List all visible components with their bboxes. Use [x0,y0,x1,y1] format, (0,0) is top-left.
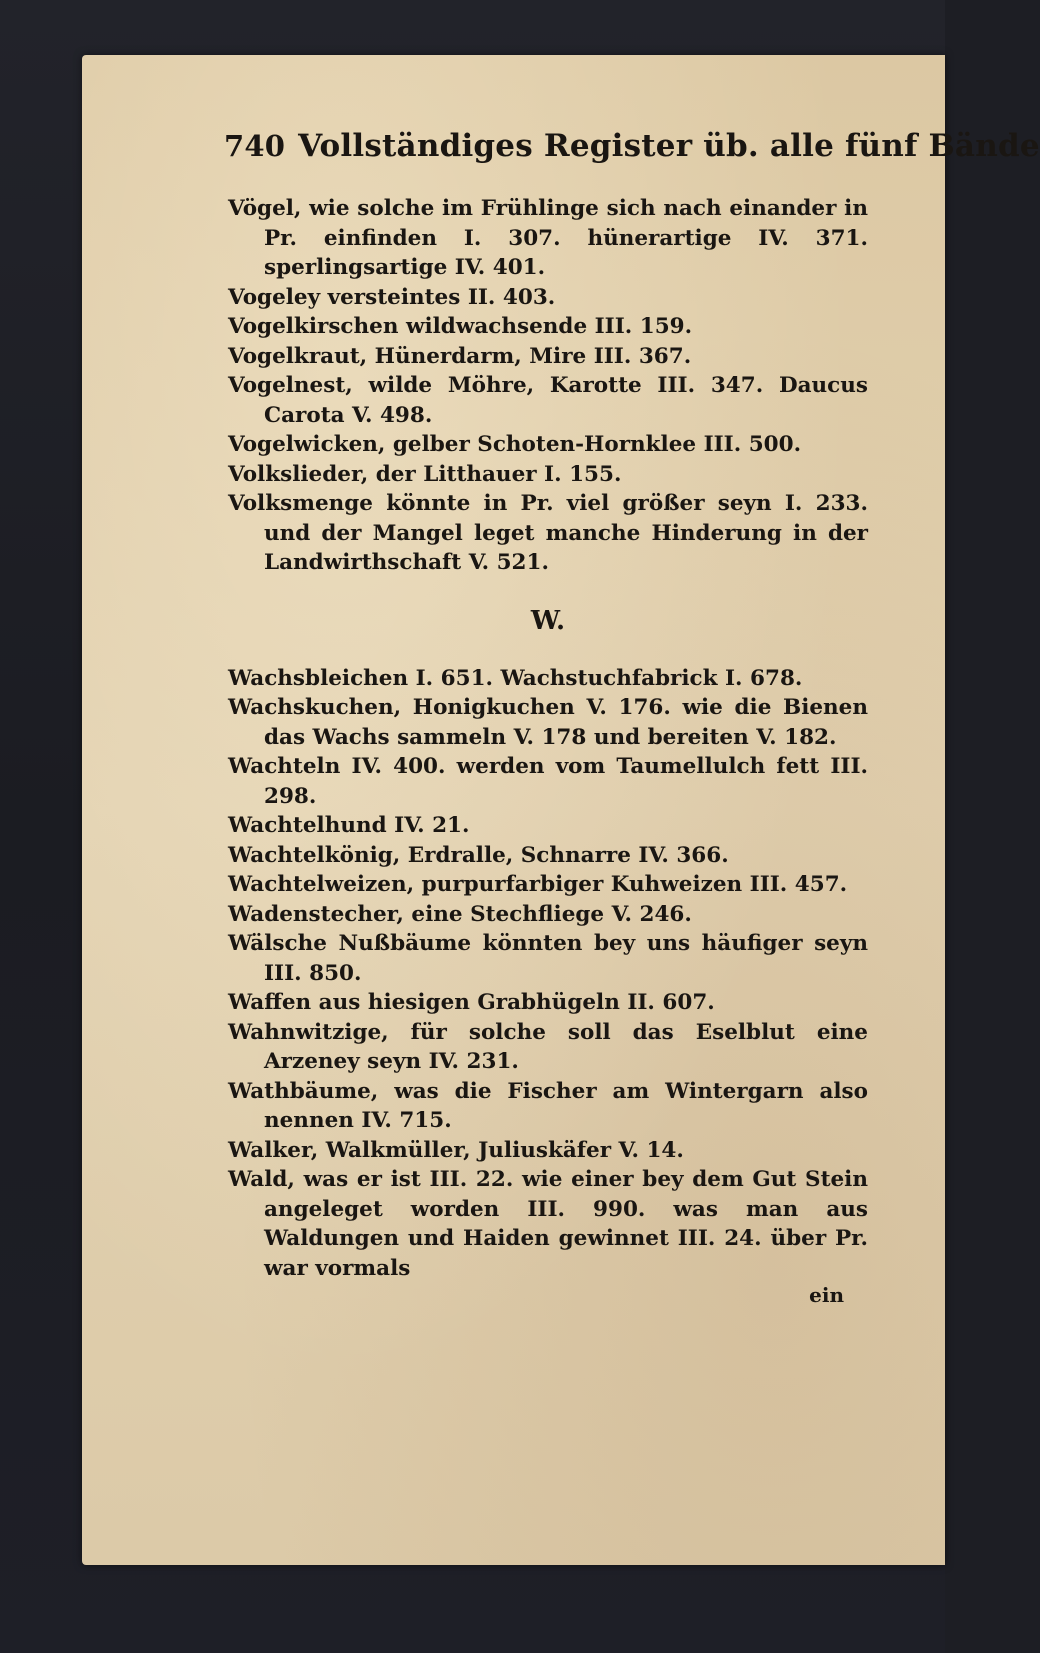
entry-lemma: Wälsche [228,931,327,956]
entry-lemma: Wadenstecher, [228,901,404,927]
entries-w [228,664,868,1284]
entry-text: könnte in Pr. viel größer seyn I. 233. und der Mangel leget manche Hinderung in der Landwirthschaft V. 521. [264,491,868,575]
entry-lemma: Wachtelkönig, [228,842,401,868]
entry-lemma: Waffen [228,990,312,1015]
index-entry [228,988,868,1018]
entry-text: Walkmüller, Juliuskäfer V. 14. [325,1137,684,1163]
entry-lemma: Wachskuchen, [228,695,402,720]
entry-lemma: Vögel, [228,196,302,221]
entry-lemma: Volksmenge [228,491,373,516]
entry-text: Hünerdarm, Mire III. 367. [374,343,692,369]
entry-lemma: Wachtelweizen, [228,872,415,897]
entry-lemma: Vogelnest, [228,373,353,398]
entry-text: IV. 21. [394,813,470,838]
index-entry [228,430,868,460]
entry-text: eine Stechfliege V. 246. [411,901,692,927]
entry-text: gelber Schoten-Hornklee III. 500. [392,432,802,457]
page-number: 740 [224,129,286,163]
entry-lemma: Walker, [228,1137,319,1163]
entry-lemma: Vogelkraut, [228,343,368,369]
index-entry [228,1165,868,1283]
index-entry [228,841,868,871]
entry-text: Erdralle, Schnarre IV. 366. [407,842,729,868]
entry-text: aus hiesigen Grabhügeln II. 607. [318,990,715,1015]
index-entry [228,1018,868,1077]
entry-lemma: Vogeley [228,284,321,310]
entry-lemma: Wahnwitzige, [228,1019,389,1045]
index-entry [228,664,868,694]
running-head-title: Vollständiges Register üb. alle fünf Bände [298,128,1040,164]
index-entry [228,371,868,430]
entry-text: was er ist III. 22. wie einer bey dem Gut Stein angeleget worden III. 990. was man aus Waldungen und Haiden gewinnet III. 24. über Pr. war vormals [264,1167,868,1281]
index-entry [228,752,868,811]
entry-lemma: Wald, [228,1167,295,1192]
entry-text: IV. 400. werden vom Taumellulch fett III. 298. [264,754,868,809]
entry-lemma: Wathbäume, [228,1078,379,1104]
index-entry [228,342,868,372]
index-entry [228,1077,868,1136]
index-entry [228,489,868,578]
entry-text: wie solche im Frühlinge sich nach einander in Pr. einfinden I. 307. hünerartige IV. 371. sperlingsartige IV. 401. [264,196,868,280]
entry-lemma: Vogelkirschen [228,314,399,339]
entry-text: wilde Möhre, Karotte III. 347. Daucus Carota V. 498. [264,373,868,428]
index-entry [228,283,868,313]
entry-lemma: Wachtelhund [228,813,387,838]
entry-lemma: Wachsbleichen [228,665,409,691]
entry-text: wildwachsende III. 159. [405,314,693,339]
entry-text: für solche soll das Eselblut eine Arzeney seyn IV. 231. [264,1019,868,1074]
index-entry [228,811,868,841]
entry-lemma: Wachteln [228,754,341,779]
index-entry [228,460,868,490]
entry-text: der Litthauer I. 155. [375,461,622,487]
index-entry [228,870,868,900]
entry-text: versteintes II. 403. [327,284,556,310]
running-head [224,128,1040,164]
entry-text: Nußbäume könnten bey uns häufiger seyn III. 850. [264,931,868,986]
entries-v [228,194,868,578]
section-heading-w: W. [530,605,566,636]
entry-lemma: Volkslieder, [228,461,369,487]
index-entry [228,900,868,930]
index-entry [228,312,868,342]
entry-text: was die Fischer am Wintergarn also nennen IV. 715. [264,1078,868,1133]
page-text [224,128,1040,1307]
entry-lemma: Vogelwicken, [228,432,386,457]
entry-text: Honigkuchen V. 176. wie die Bienen das Wachs sammeln V. 178 und bereiten V. 182. [264,695,868,750]
index-entry [228,929,868,988]
index-entry [228,1136,868,1166]
index-entry [228,693,868,752]
catchword: ein [809,1283,844,1307]
index-entry [228,194,868,283]
entry-text: I. 651. Wachstuchfabrick I. 678. [415,665,803,691]
entry-text: purpurfarbiger Kuhweizen III. 457. [421,872,848,897]
